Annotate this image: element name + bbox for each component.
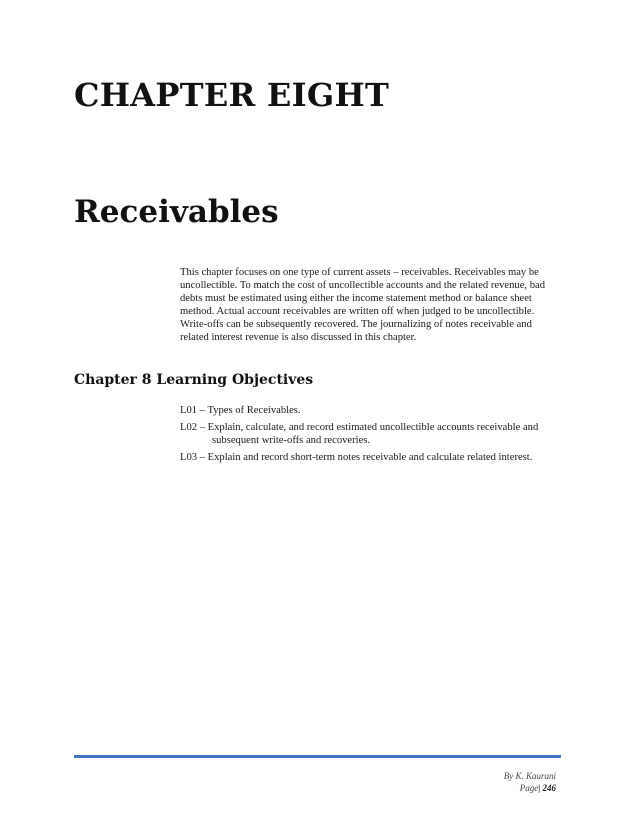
footer-divider	[74, 755, 561, 758]
page-label: Page	[519, 783, 539, 793]
learning-objectives-list	[180, 404, 560, 468]
learning-objective-item: L03 – Explain and record short-term notes receivable and calculate related interest.	[180, 452, 533, 463]
chapter-heading: CHAPTER EIGHT	[74, 76, 390, 114]
footer-author: By K. Kaurani	[503, 771, 556, 781]
chapter-intro-paragraph: This chapter focuses on one type of current assets – receivables. Receivables may be uncollectible. To match the cost of uncollectible accounts and the related revenue, bad debts must be estimated using either the income statement method or balance sheet method. Actual account receivables are written off when judged to be uncollectible. Write-offs can be subsequently recovered. The journalizing of notes receivable and related interest revenue is also discussed in this chapter.	[180, 267, 545, 343]
page-number: | 246	[538, 783, 556, 793]
footer-page-indicator	[520, 783, 556, 793]
learning-objective-item: L01 – Types of Receivables.	[180, 405, 301, 416]
learning-objectives-heading: Chapter 8 Learning Objectives	[74, 372, 314, 388]
chapter-title: Receivables	[74, 194, 279, 230]
learning-objective-item: L02 – Explain, calculate, and record estimated uncollectible accounts receivable and subsequent write-offs and recoveries.	[180, 422, 539, 446]
